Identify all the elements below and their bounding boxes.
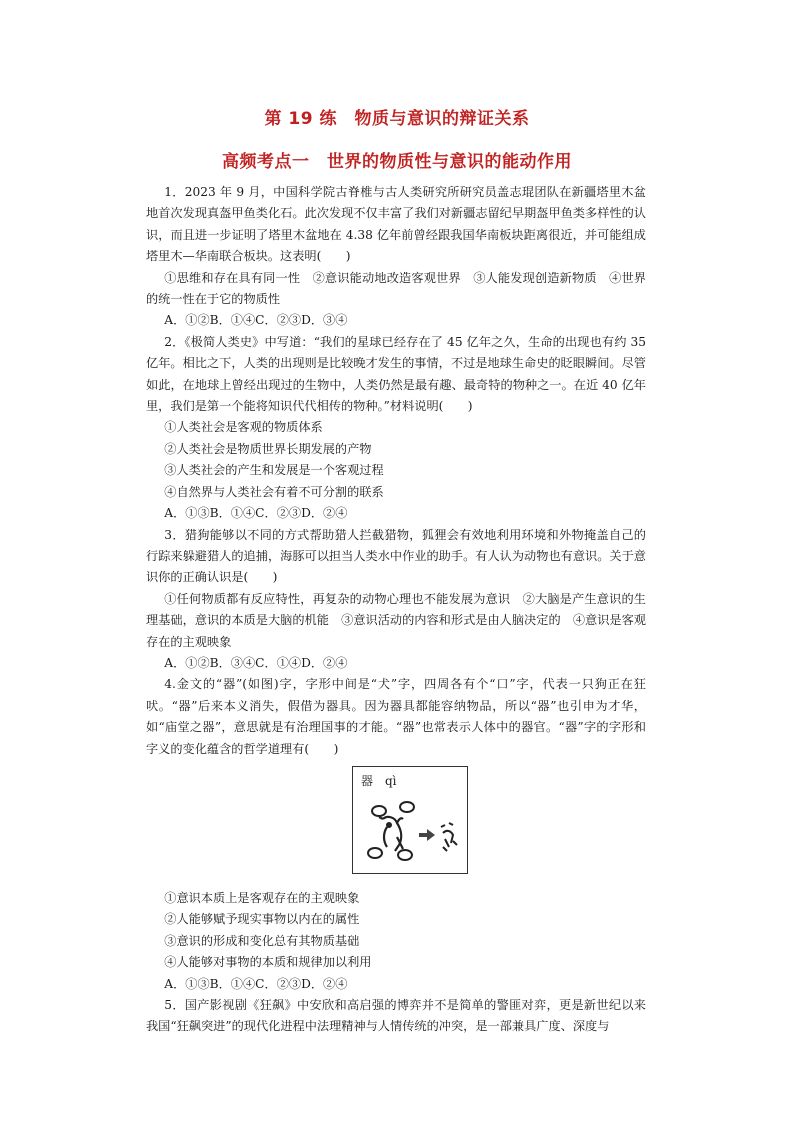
question-5-stem: 5．国产影视剧《狂飙》中安欣和高启强的博弈并不是简单的警匪对弈，更是新世纪以来我国“狂飙突进”的现代化进程中法理精神与人情传统的冲突，是一部兼具广度、深度与 <box>146 998 646 1034</box>
question-3-answers: A．①②B．③④C．①④D．②④ <box>164 655 348 670</box>
question-2-stem: 2．《极简人类史》中写道：“我们的星球已经存在了 45 亿年之久，生命的出现也有约 35 亿年。相比之下，人类的出现则是比较晚才发生的事情，不过是地球生命史的眨眼瞬间。尽管如此，在地球上曾经出现过的生物中，人类仍然是最有趣、最奇特的物种之一。在近 40 亿年里，我们是第一个能将知识代代相传的物种。”材料说明( ) <box>146 334 646 414</box>
question-3-stem: 3．猎狗能够以不同的方式帮助猎人拦截猎物，狐狸会有效地利用环境和外物掩盖自己的行踪来躲避猎人的追捕，海豚可以担当人类水中作业的助手。有人认为动物也有意识。关于意识你的正确认识是( ) <box>146 527 646 585</box>
question-2-option: ③人类社会的产生和发展是一个客观过程 <box>164 463 384 478</box>
question-1-answers: A．①②B．①④C．②③D．③④ <box>164 313 348 328</box>
exercise-title: 第 19 练 物质与意识的辩证关系 <box>264 109 530 129</box>
section-title: 高频考点一 世界的物质性与意识的能动作用 <box>222 152 572 172</box>
figure-area <box>146 766 646 882</box>
question-1-stem: 1．2023 年 9 月，中国科学院古脊椎与古人类研究所研究员盖志琨团队在新疆塔里木盆地首次发现真盔甲鱼类化石。此次发现不仅丰富了我们对新疆志留纪早期盔甲鱼类多样性的认识，而且进一步证明了塔里木盆地在 4.38 亿年前曾经跟我国华南板块距离很近，并可能组成塔里木—华南联合板块。这表明( ) <box>146 185 646 264</box>
question-2-option: ④自然界与人类社会有着不可分割的联系 <box>164 484 384 499</box>
question-4-stem: 4.金文的“器”(如图)字，字形中间是“犬”字，四周各有个“口”字，代表一只狗正在狂吠。“器”后来本义消失，假借为器具。因为器具都能容纳物品，所以“器”也引申为才华，如“庙堂之器”，意思就是有治理国事的才能。“器”也常表示人体中的器官。“器”字的字形和字义的变化蕴含的哲学道理有( ) <box>146 677 646 756</box>
dog-glyph-illustration <box>353 767 467 873</box>
question-3-options: ①任何物质都有反应特性，再复杂的动物心理也不能发展为意识 ②大脑是产生意识的生理基础，意识的本质是大脑的机能 ③意识活动的内容和形式是由人脑决定的 ④意识是客观存在的主观映象 <box>146 591 646 649</box>
question-1-options: ①思维和存在具有同一性 ②意识能动地改造客观世界 ③人能发现创造新物质 ④世界的统一性在于它的物质性 <box>146 270 646 307</box>
question-4-option: ①意识本质上是客观存在的主观映象 <box>164 890 360 905</box>
question-2-option: ①人类社会是客观的物质体系 <box>164 420 323 435</box>
question-4-option: ②人能够赋予现实事物以内在的属性 <box>164 912 360 927</box>
bronze-character-figure <box>352 766 468 874</box>
question-4-option: ④人能够对事物的本质和规律加以利用 <box>164 955 372 970</box>
question-2-option: ②人类社会是物质世界长期发展的产物 <box>164 441 372 456</box>
question-list <box>146 182 646 1038</box>
figure-caption: 器 qì <box>361 773 397 788</box>
question-2-answers: A．①③B．①④C．②③D．②④ <box>164 506 348 521</box>
question-4-option: ③意识的形成和变化总有其物质基础 <box>164 933 360 948</box>
question-4-answers: A．①③B．①④C．②③D．②④ <box>164 976 348 991</box>
